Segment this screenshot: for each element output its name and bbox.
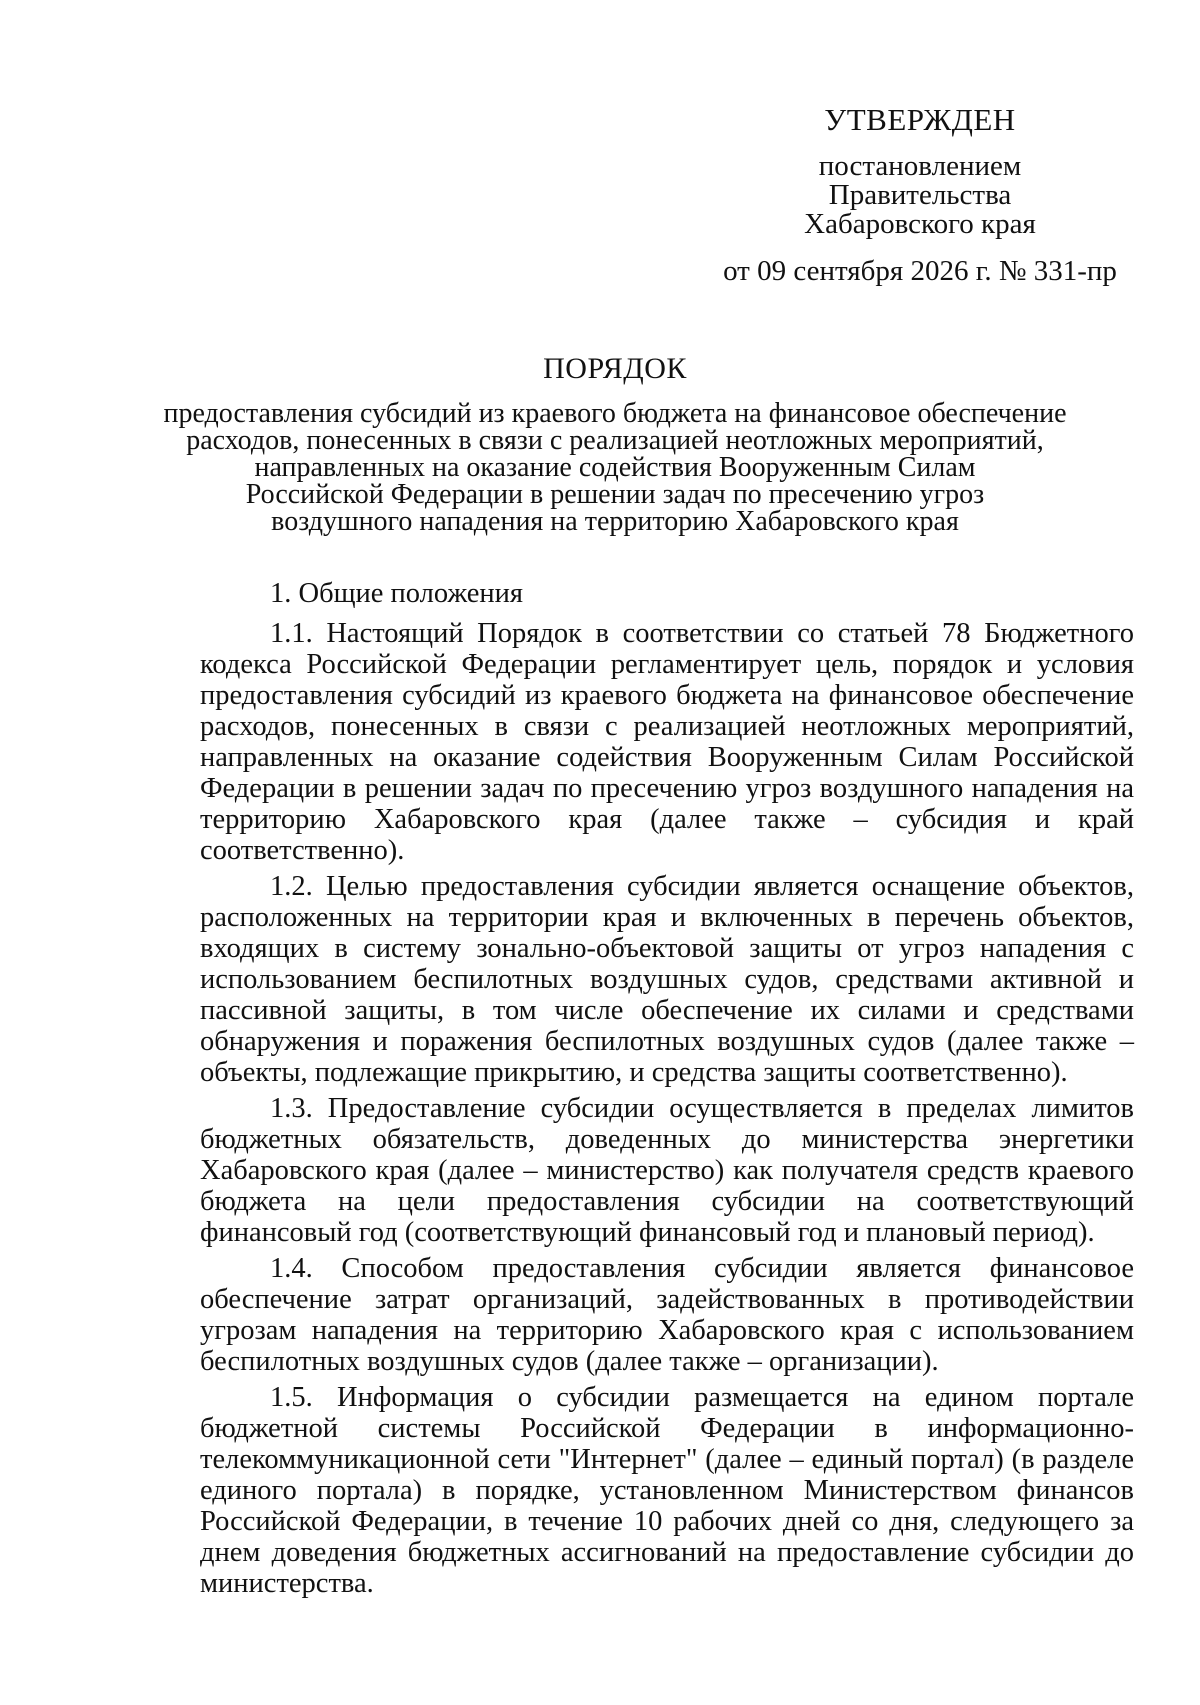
approval-line-3: Хабаровского края [804,208,1036,240]
subtitle-line: предоставления субсидий из краевого бюджета на финансовое обеспечение [163,398,1067,429]
subtitle-line: направленных на оказание содействия Вооруженным Силам [254,452,976,483]
subtitle-line: воздушного нападения на территорию Хабаровского края [271,506,959,537]
approval-heading: УТВЕРЖДЕН [824,102,1016,137]
section-heading: 1. Общие положения [270,578,524,609]
paragraph-1-5: 1.5. Информация о субсидии размещается на едином портале бюджетной системы Российской Федерации в информационно-телекоммуникационной сети "Интернет" (далее – единый портал) (в разделе единого портала) в порядке, установленном Министерством финансов Российской Федерации, в течение 10 рабочих дней со дня, следующего за днем доведения бюджетных ассигнований на предоставление субсидии до министерства. [200,1382,1134,1599]
paragraph-1-4: 1.4. Способом предоставления субсидии является финансовое обеспечение затрат организаций, задействованных в противодействии угрозам нападения на территорию Хабаровского края с использованием беспилотных воздушных судов (далее также – организации). [200,1253,1134,1377]
paragraph-1-1: 1.1. Настоящий Порядок в соответствии со статьей 78 Бюджетного кодекса Российской Федерации регламентирует цель, порядок и условия предоставления субсидий из краевого бюджета на финансовое обеспечение расходов, понесенных в связи с реализацией неотложных мероприятий, направленных на оказание содействия Вооруженным Силам Российской Федерации в решении задач по пресечению угроз воздушного нападения на территорию Хабаровского края (далее также – субсидия и край соответственно). [200,618,1134,866]
approval-date: от 09 сентября 2026 г. № 331-пр [723,255,1117,287]
document-title: ПОРЯДОК [543,352,687,385]
approval-line-1: постановлением [818,150,1022,182]
document-title-block [150,352,1080,535]
approval-line-2: Правительства [828,179,1012,211]
subtitle-line: расходов, понесенных в связи с реализацией неотложных мероприятий, [186,425,1044,456]
paragraph-1-3: 1.3. Предоставление субсидии осуществляется в пределах лимитов бюджетных обязательств, доведенных до министерства энергетики Хабаровского края (далее – министерство) как получателя средств краевого бюджета на цели предоставления субсидии на соответствующий финансовый год (соответствующий финансовый год и плановый период). [200,1093,1134,1248]
document-body [200,578,1134,1604]
paragraph-1-2: 1.2. Целью предоставления субсидии является оснащение объектов, расположенных на территории края и включенных в перечень объектов, входящих в систему зонально-объектовой защиты от угроз нападения с использованием беспилотных воздушных судов, средствами активной и пассивной защиты, в том числе обеспечение их силами и средствами обнаружения и поражения беспилотных воздушных судов (далее также – объекты, подлежащие прикрытию, и средства защиты соответственно). [200,871,1134,1088]
subtitle-line: Российской Федерации в решении задач по пресечению угроз [245,479,985,510]
document-subtitle [150,400,1080,535]
approval-stamp [700,102,1140,287]
